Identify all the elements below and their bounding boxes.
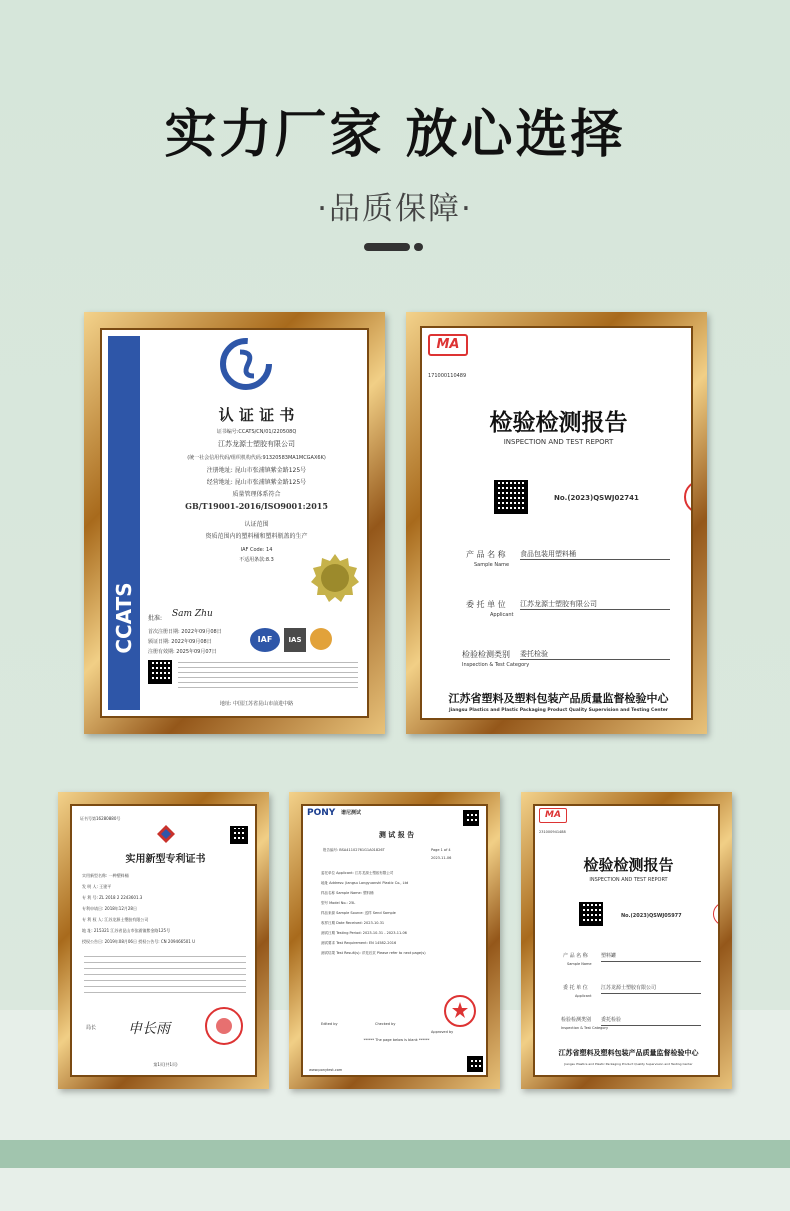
pony-qr-code-bottom — [467, 1056, 483, 1072]
report-2-org: 江苏省塑料及塑料包装产品质量监督检验中心 — [558, 1049, 699, 1057]
ias-logo — [284, 628, 306, 652]
patent-row: 实用新型名称: 一种塑料桶 — [82, 873, 129, 878]
report-2-applicant-value: 江苏龙源士塑胶有限公司 — [601, 984, 701, 994]
report-1-no: No.(2023)QSWJ02741 — [554, 494, 639, 502]
patent-row: 发 明 人: 王建平 — [82, 884, 112, 889]
report-2-no: No.(2023)QSWJ05977 — [621, 913, 682, 919]
patent-row: 授权公告日: 2019年08月06日 授权公告号: CN 209466501 U — [82, 939, 196, 944]
ccats-standard: GB/T19001-2016/ISO9001:2015 — [185, 501, 328, 511]
patent-qr-code — [230, 826, 248, 844]
report-2-sample-label: 产 品 名 称 — [563, 953, 588, 959]
ma-logo-2-text: MA — [545, 810, 561, 820]
ias-logo-text: IAS — [288, 636, 302, 644]
patent-row: 专 利 号: ZL 2018 2 2243601.3 — [82, 895, 143, 900]
pony-row: 测试结果 Test Result(s): 详见后页 Please refer to next page(s) — [321, 951, 426, 955]
report-1-applicant-value: 江苏龙源士塑胶有限公司 — [520, 600, 670, 610]
report-2-applicant-label: 委 托 单 位 — [563, 985, 588, 991]
ccats-side-bar — [108, 336, 140, 710]
background-stripe — [0, 1140, 790, 1168]
accreditation-logo — [310, 628, 332, 650]
report-2-title-en: INSPECTION AND TEST REPORT — [589, 877, 668, 883]
ccats-scope: 资质范围内的塑料桶和塑料瓶盖的生产 — [205, 533, 308, 540]
report-1-sample-en: Sample Name — [474, 562, 510, 568]
ccats-op-addr: 经营地址: 昆山市张浦镇紫金路125号 — [206, 479, 307, 486]
pony-test-report — [301, 804, 488, 1077]
pony-brand-cn: 谱尼测试 — [341, 810, 362, 816]
report-2-category-en: Inspection & Test Category — [561, 1026, 609, 1030]
certificate-frame-inspection-1 — [406, 312, 707, 734]
ma-logo-2 — [539, 808, 567, 823]
pony-rows — [321, 868, 481, 958]
pony-qr-code-top — [463, 810, 479, 826]
ccats-date-issue: 颁证日期: 2022年09月08日 — [148, 639, 212, 645]
report-1-org: 江苏省塑料及塑料包装产品质量监督检验中心 — [448, 692, 669, 705]
patent-footer: 第1页(共1页) — [153, 1062, 178, 1067]
pony-report-no: 报告编号: BSA41102761G1A01826T — [323, 848, 385, 852]
pony-title: 测 试 报 告 — [378, 831, 415, 839]
ccats-credit-code: (统一社会信用代码/组织机构代码:91320583MA1MCGAX6K) — [187, 455, 326, 461]
report-1-title-en: INSPECTION AND TEST REPORT — [503, 438, 614, 446]
ccats-title: 认 证 证 书 — [218, 406, 295, 424]
gold-seal-icon — [310, 552, 360, 602]
pony-row: 收样日期 Date Received: 2023-10-31 — [321, 921, 385, 925]
report-2-applicant-en: Applicant — [575, 994, 592, 998]
ccats-signature: Sam Zhu — [172, 609, 213, 619]
patent-fine-print — [84, 956, 246, 996]
pony-brand: PONY — [307, 808, 336, 818]
certificate-frame-ccats — [84, 312, 385, 734]
certificate-frame-pony — [289, 792, 500, 1089]
ccats-side-logo: CCATS — [112, 582, 136, 654]
report-2-edge-seal — [713, 902, 720, 926]
certificate-frame-inspection-2 — [521, 792, 732, 1089]
subtitle: ·品质保障· — [317, 191, 473, 227]
pony-row: 测试日期 Testing Period: 2023-10-31 - 2023-11-06 — [321, 931, 407, 935]
report-2-sample-en: Sample Name — [567, 962, 592, 966]
report-1-sample-label: 产 品 名 称 — [466, 550, 506, 559]
divider-dot — [414, 243, 423, 251]
ccats-date-expire: 注册有效期: 2025年09月07日 — [148, 649, 217, 655]
pony-row: 样品来源 Sample Source: 送样 Send Sample — [321, 911, 396, 915]
ma-logo-1-text: MA — [436, 337, 460, 352]
ccats-fine-print — [178, 662, 358, 692]
report-2-qr-code — [579, 902, 603, 926]
divider-long — [364, 243, 410, 251]
patent-title: 实用新型专利证书 — [125, 854, 206, 865]
report-1-applicant-label: 委 托 单 位 — [466, 600, 506, 609]
patent-red-seal-icon — [204, 1006, 244, 1046]
report-1-category-en: Inspection & Test Category — [462, 662, 530, 668]
iaf-logo — [250, 628, 280, 652]
report-2-sample-value: 塑料罐 — [601, 952, 701, 962]
ccats-signer-label: 批准: — [148, 615, 163, 622]
patent-rows — [82, 870, 252, 947]
ccats-scope-title: 认证范围 — [244, 521, 269, 528]
report-1-edge-seal — [684, 480, 693, 514]
pony-approved-by: Approved by — [431, 1030, 454, 1034]
pony-footer-web: www.ponytest.com — [309, 1068, 343, 1072]
patent-row: 地 址: 215321 江苏省昆山市张浦镇紫金路125号 — [82, 928, 171, 933]
patent-top-no: 证书号第16280880号 — [80, 816, 121, 821]
ccats-date-first: 首次注册日期: 2022年09月08日 — [148, 629, 222, 635]
report-1-category-label: 检验检测类别 — [462, 650, 510, 659]
ccats-conform: 质量管理体系符合 — [232, 491, 281, 498]
pony-issued: 2023-11-06 — [431, 856, 452, 860]
report-1-org-en: Jiangsu Plastics and Plastic Packaging Product Quality Supervision and Testing Center — [448, 708, 669, 713]
ccats-qr-code — [148, 660, 172, 684]
ccats-exclusion: 不适用条款:8.3 — [239, 557, 274, 563]
pony-row: 测试要求 Test Requirement: EN 14582-2016 — [321, 941, 397, 945]
patent-signature: 申长雨 — [128, 1021, 170, 1037]
pony-row: 地址 Address: Jiangsu Longyuanshi Plastic Co., Ltd — [321, 881, 409, 885]
report-1-qr-code — [494, 480, 528, 514]
pony-row: 样品名称 Sample Name: 塑料桶 — [321, 891, 374, 895]
patent-emblem-icon — [156, 824, 176, 844]
ccats-iaf-code: IAF Code: 14 — [240, 547, 273, 553]
patent-certificate — [70, 804, 257, 1077]
pony-red-seal-icon — [443, 994, 477, 1028]
ccats-cert-no: 证书编号:CCATS/CN/01/220508Q — [216, 429, 297, 435]
pony-row: 型号 Model No.: 25L — [321, 901, 356, 905]
report-2-top-no: 231000941488 — [539, 830, 566, 834]
ccats-footer: 地址: 中国江苏省昆山市前进中路 — [219, 701, 294, 707]
patent-row: 专 利 权 人: 江苏龙源士塑胶有限公司 — [82, 917, 149, 922]
report-1-title: 检验检测报告 — [489, 410, 628, 436]
report-1-category-value: 委托检验 — [520, 650, 670, 660]
ccats-emblem-icon — [220, 338, 272, 390]
pony-checked-by: Checked by — [375, 1022, 396, 1026]
report-2-title: 检验检测报告 — [583, 856, 674, 874]
ma-logo-1 — [428, 334, 468, 356]
inspection-report-1 — [420, 326, 693, 720]
pony-page: Page 1 of 4 — [431, 848, 451, 852]
report-2-category-value: 委托检验 — [601, 1016, 701, 1026]
pony-end-note: ****** The page below is blank ****** — [363, 1038, 430, 1042]
pony-edited-by: Edited by — [321, 1022, 338, 1026]
certificate-frame-patent — [58, 792, 269, 1089]
ccats-reg-addr: 注册地址: 昆山市张浦镇紫金路125号 — [206, 467, 307, 474]
pony-row: 委托单位 Applicant: 江苏龙源士塑胶有限公司 — [321, 871, 394, 875]
headline: 实力厂家 放心选择 — [164, 105, 626, 165]
patent-row: 专利申请日: 2018年12月28日 — [82, 906, 137, 911]
inspection-report-2 — [533, 804, 720, 1077]
report-2-category-label: 检验检测类别 — [561, 1017, 592, 1023]
report-2-org-en: Jiangsu Plastics and Plastic Packaging Product Quality Supervision and Testing Center — [564, 1062, 693, 1066]
certificate-ccats — [100, 328, 369, 718]
iaf-logo-text: IAF — [257, 635, 273, 644]
patent-signer-label: 局长 — [86, 1025, 97, 1031]
ccats-company: 江苏龙源士塑胶有限公司 — [218, 440, 295, 448]
report-1-top-no: 171000110489 — [428, 373, 467, 379]
report-1-applicant-en: Applicant — [490, 612, 514, 618]
report-1-sample-value: 食品包装用塑料桶 — [520, 550, 670, 560]
